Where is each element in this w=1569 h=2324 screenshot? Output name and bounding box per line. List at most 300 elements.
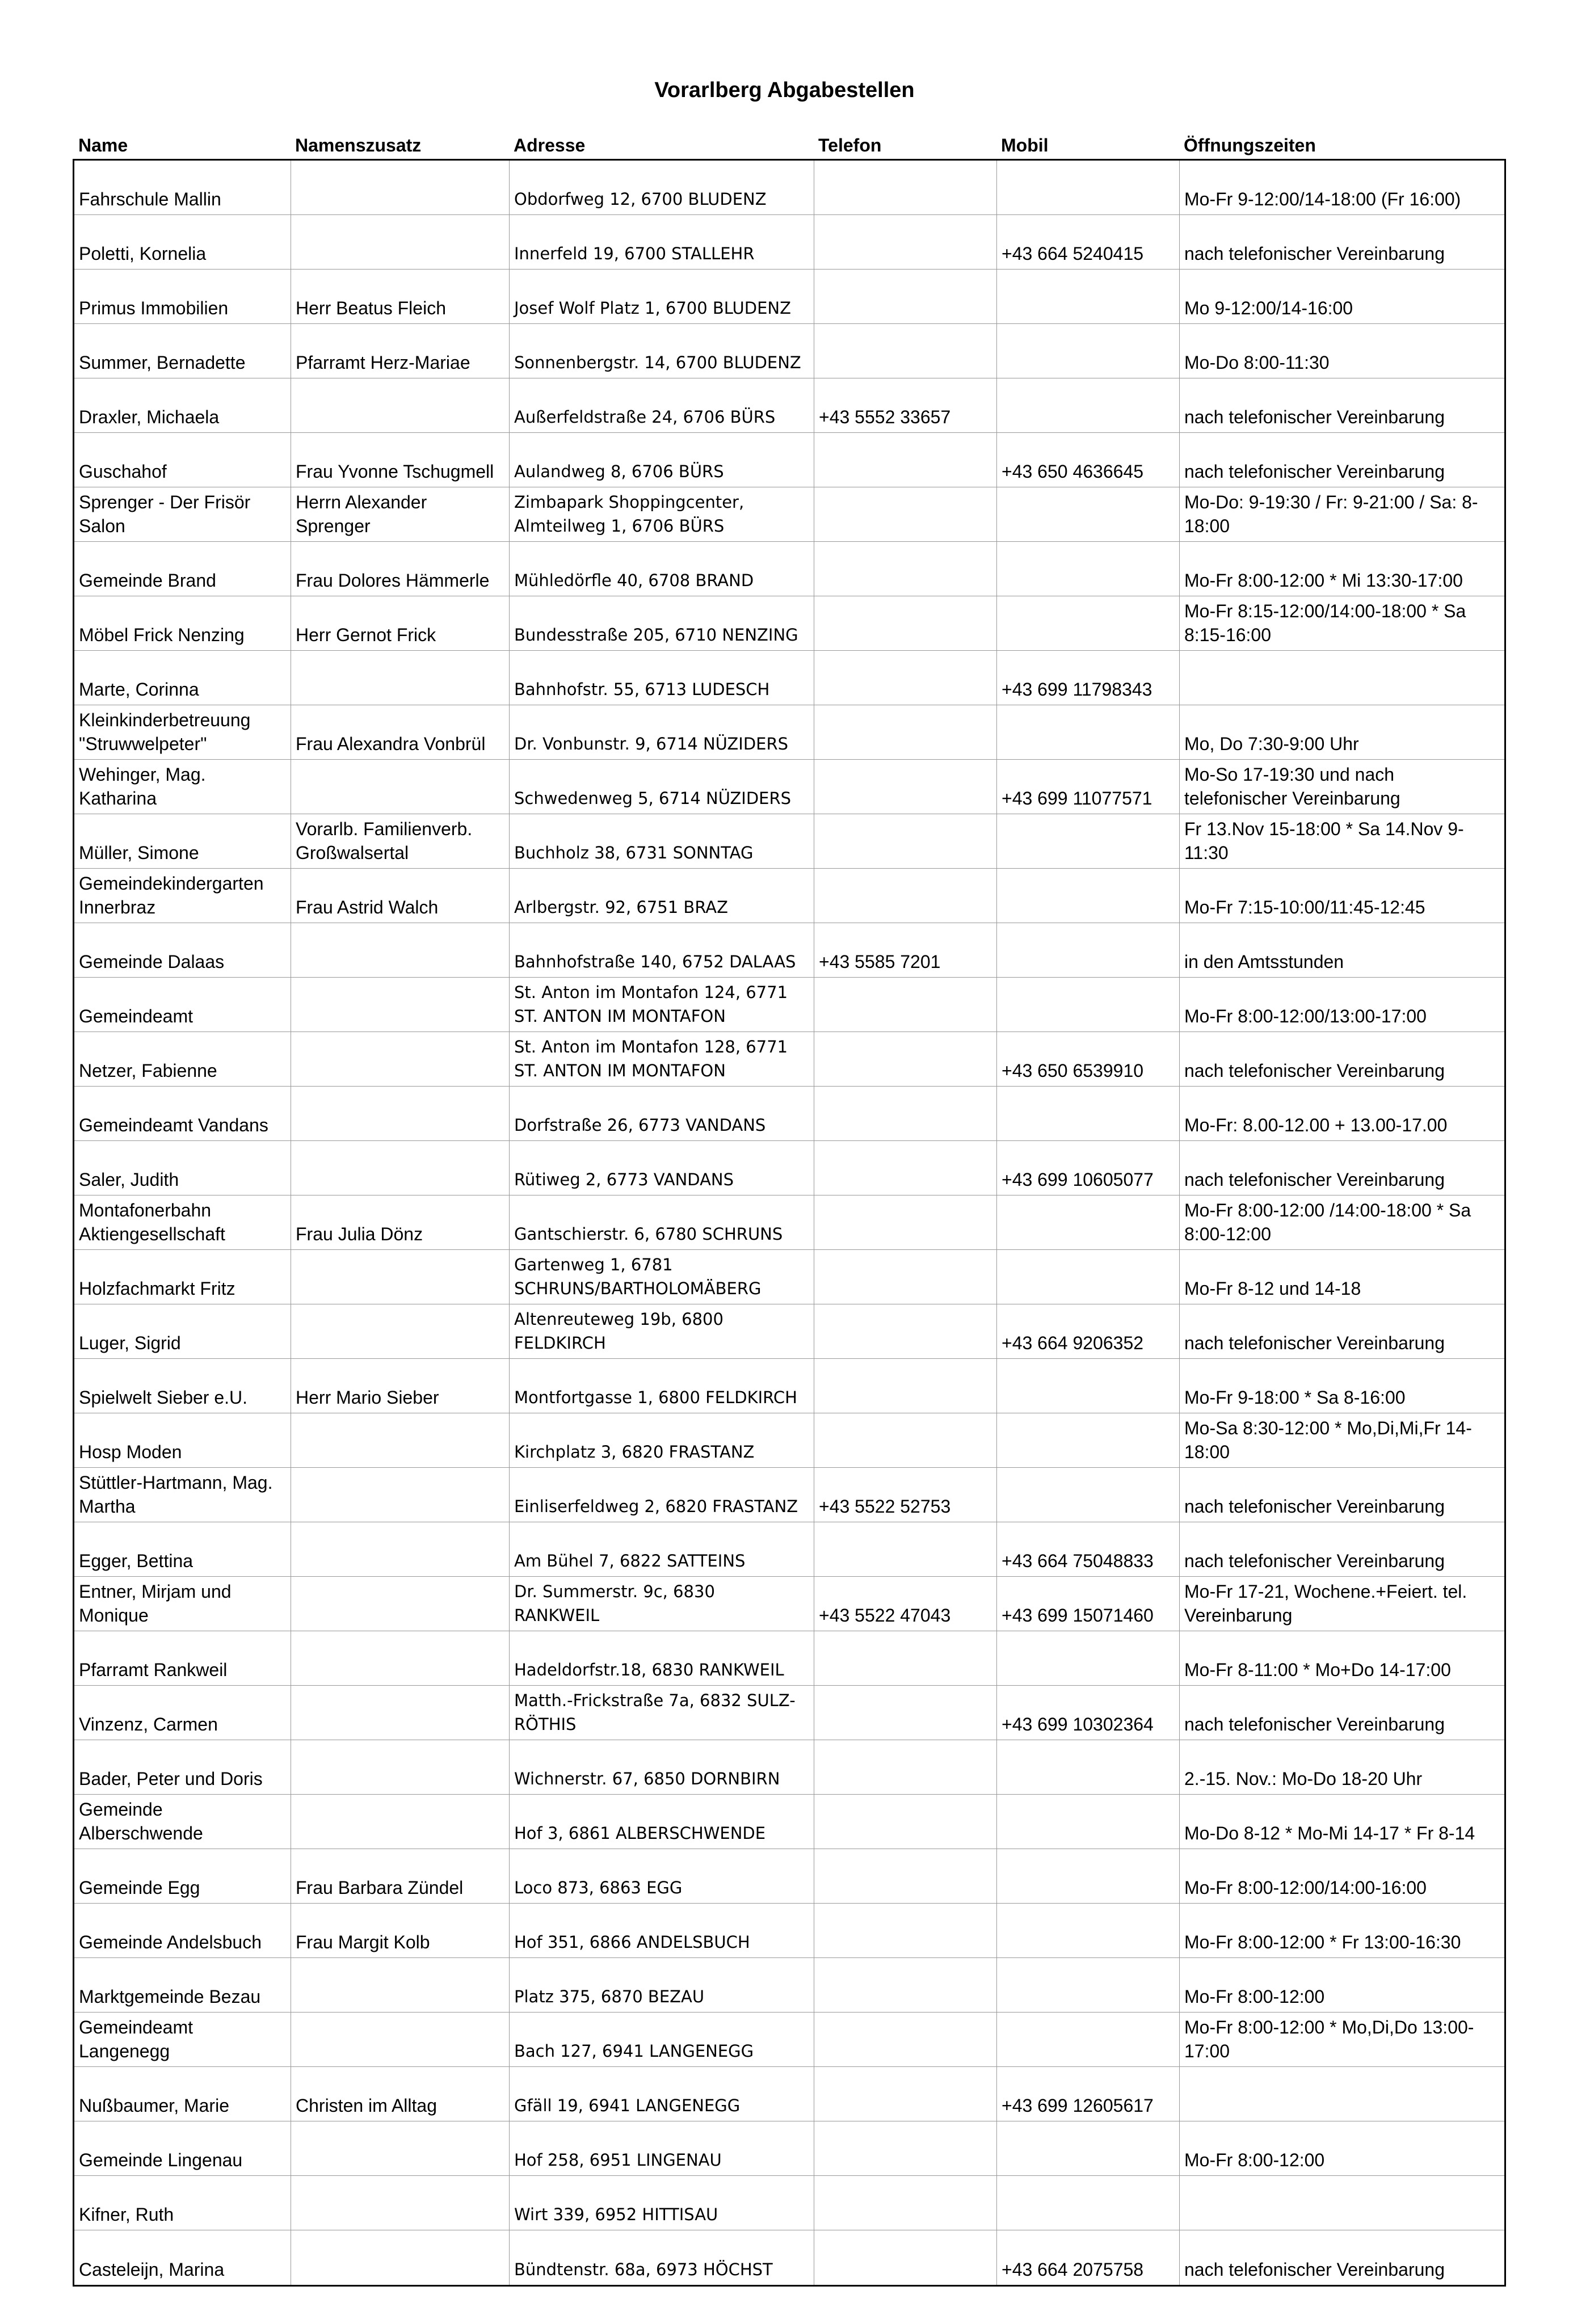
- table-row: [74, 1631, 1504, 1686]
- name-text: Summer, Bernadette: [79, 352, 246, 373]
- cell-telefon: [814, 1904, 997, 1957]
- cell-oeffnungszeiten: [1180, 1032, 1504, 1086]
- cell-telefon: [814, 2230, 997, 2285]
- adresse-text: Bahnhofstr. 55, 6713 LUDESCH: [514, 680, 770, 699]
- cell-adresse: [510, 760, 814, 814]
- namenszusatz-text: Frau Margit Kolb: [296, 1932, 430, 1952]
- cell-mobil: [997, 1904, 1180, 1957]
- cell-oeffnungszeiten: [1180, 760, 1504, 814]
- cell-mobil: [997, 1359, 1180, 1413]
- cell-adresse: [510, 978, 814, 1032]
- table-row: [74, 215, 1504, 270]
- table-row: [74, 814, 1504, 869]
- cell-oeffnungszeiten: [1180, 1413, 1504, 1467]
- cell-oeffnungszeiten: [1180, 978, 1504, 1032]
- name-text: Egger, Bettina: [79, 1551, 194, 1571]
- cell-adresse: [510, 433, 814, 487]
- mobil-text: +43 699 12605617: [1002, 2095, 1154, 2116]
- cell-name: [74, 869, 291, 923]
- cell-namenszusatz: [291, 1032, 510, 1086]
- cell-name: [74, 2013, 291, 2066]
- adresse-text: St. Anton im Montafon 124, 6771 ST. ANTON IM MONTAFON: [514, 983, 788, 1026]
- telefon-text: +43 5585 7201: [819, 952, 941, 972]
- table-row: [74, 1522, 1504, 1577]
- name-text: Saler, Judith: [79, 1169, 179, 1190]
- cell-adresse: [510, 1359, 814, 1413]
- cell-adresse: [510, 542, 814, 596]
- oeffnungszeiten-text: nach telefonischer Vereinbarung: [1184, 1060, 1445, 1081]
- cell-adresse: [510, 705, 814, 759]
- cell-namenszusatz: [291, 596, 510, 650]
- cell-name: [74, 1468, 291, 1522]
- cell-oeffnungszeiten: [1180, 433, 1504, 487]
- oeffnungszeiten-text: Mo-Fr: 8.00-12.00 + 13.00-17.00: [1184, 1115, 1448, 1135]
- cell-mobil: [997, 869, 1180, 923]
- cell-telefon: [814, 324, 997, 378]
- cell-namenszusatz: [291, 2067, 510, 2121]
- adresse-text: Sonnenbergstr. 14, 6700 BLUDENZ: [514, 353, 801, 372]
- cell-telefon: [814, 1740, 997, 1794]
- cell-telefon: [814, 1468, 997, 1522]
- name-text: Netzer, Fabienne: [79, 1060, 217, 1081]
- adresse-text: Schwedenweg 5, 6714 NÜZIDERS: [514, 789, 792, 808]
- cell-namenszusatz: [291, 378, 510, 432]
- name-text: Marte, Corinna: [79, 679, 199, 700]
- cell-oeffnungszeiten: [1180, 2230, 1504, 2285]
- cell-telefon: [814, 1577, 997, 1631]
- column-header-namenszusatz: Namenszusatz: [295, 135, 422, 155]
- cell-name: [74, 1250, 291, 1304]
- mobil-text: +43 699 11077571: [1002, 788, 1152, 809]
- table-row: [74, 1849, 1504, 1904]
- cell-oeffnungszeiten: [1180, 596, 1504, 650]
- cell-name: [74, 978, 291, 1032]
- mobil-text: +43 699 15071460: [1002, 1605, 1154, 1626]
- name-text: Holzfachmarkt Fritz: [79, 1278, 235, 1299]
- cell-oeffnungszeiten: [1180, 324, 1504, 378]
- cell-telefon: [814, 161, 997, 214]
- namenszusatz-text: Christen im Alltag: [296, 2095, 437, 2116]
- cell-namenszusatz: [291, 324, 510, 378]
- name-text: Gemeinde Brand: [79, 570, 216, 591]
- cell-mobil: [997, 1304, 1180, 1358]
- cell-telefon: [814, 596, 997, 650]
- adresse-text: Buchholz 38, 6731 SONNTAG: [514, 843, 754, 862]
- adresse-text: Dr. Vonbunstr. 9, 6714 NÜZIDERS: [514, 734, 789, 753]
- oeffnungszeiten-text: Mo-Fr 8:00-12:00/14:00-16:00: [1184, 1877, 1427, 1898]
- table-row: [74, 2176, 1504, 2230]
- cell-mobil: [997, 2230, 1180, 2285]
- oeffnungszeiten-text: nach telefonischer Vereinbarung: [1184, 2259, 1445, 2280]
- cell-name: [74, 270, 291, 323]
- cell-adresse: [510, 1958, 814, 2012]
- namenszusatz-text: Pfarramt Herz-Mariae: [296, 352, 470, 373]
- cell-mobil: [997, 651, 1180, 705]
- cell-telefon: [814, 2176, 997, 2230]
- cell-mobil: [997, 378, 1180, 432]
- name-text: Gemeinde Dalaas: [79, 952, 225, 972]
- name-text: Gemeindekindergarten Innerbraz: [79, 873, 264, 917]
- cell-telefon: [814, 2067, 997, 2121]
- cell-adresse: [510, 161, 814, 214]
- name-text: Kleinkinderbetreuung "Struwwelpeter": [79, 710, 251, 754]
- adresse-text: Hadeldorfstr.18, 6830 RANKWEIL: [514, 1660, 784, 1679]
- adresse-text: Hof 3, 6861 ALBERSCHWENDE: [514, 1824, 766, 1843]
- namenszusatz-text: Frau Julia Dönz: [296, 1224, 423, 1244]
- adresse-text: Außerfeldstraße 24, 6706 BÜRS: [514, 407, 776, 427]
- cell-name: [74, 378, 291, 432]
- oeffnungszeiten-text: 2.-15. Nov.: Mo-Do 18-20 Uhr: [1184, 1769, 1423, 1789]
- oeffnungszeiten-text: Mo 9-12:00/14-16:00: [1184, 298, 1353, 318]
- table-row: [74, 324, 1504, 378]
- cell-mobil: [997, 1195, 1180, 1249]
- oeffnungszeiten-text: nach telefonischer Vereinbarung: [1184, 1333, 1445, 1353]
- cell-mobil: [997, 1740, 1180, 1794]
- cell-oeffnungszeiten: [1180, 1250, 1504, 1304]
- cell-mobil: [997, 487, 1180, 541]
- name-text: Gemeindeamt Langenegg: [79, 2017, 193, 2061]
- cell-name: [74, 705, 291, 759]
- adresse-text: Wirt 339, 6952 HITTISAU: [514, 2205, 718, 2224]
- adresse-text: Am Bühel 7, 6822 SATTEINS: [514, 1551, 746, 1571]
- cell-name: [74, 487, 291, 541]
- mobil-text: +43 664 5240415: [1002, 243, 1144, 264]
- cell-name: [74, 1195, 291, 1249]
- adresse-text: Hof 351, 6866 ANDELSBUCH: [514, 1933, 750, 1952]
- table-row: [74, 1195, 1504, 1250]
- name-text: Nußbaumer, Marie: [79, 2095, 229, 2116]
- name-text: Gemeinde Andelsbuch: [79, 1932, 262, 1952]
- name-text: Hosp Moden: [79, 1442, 182, 1462]
- namenszusatz-text: Frau Barbara Zündel: [296, 1877, 464, 1898]
- cell-mobil: [997, 215, 1180, 269]
- cell-namenszusatz: [291, 760, 510, 814]
- oeffnungszeiten-text: nach telefonischer Vereinbarung: [1184, 461, 1445, 482]
- oeffnungszeiten-text: nach telefonischer Vereinbarung: [1184, 1496, 1445, 1517]
- adresse-text: Dr. Summerstr. 9c, 6830 RANKWEIL: [514, 1582, 715, 1625]
- cell-name: [74, 1577, 291, 1631]
- cell-namenszusatz: [291, 1304, 510, 1358]
- table-row: [74, 760, 1504, 814]
- namenszusatz-text: Frau Alexandra Vonbrül: [296, 734, 486, 754]
- name-text: Bader, Peter und Doris: [79, 1769, 263, 1789]
- oeffnungszeiten-text: Mo-Sa 8:30-12:00 * Mo,Di,Mi,Fr 14- 18:00: [1184, 1418, 1472, 1462]
- adresse-text: Kirchplatz 3, 6820 FRASTANZ: [514, 1442, 755, 1462]
- cell-adresse: [510, 1468, 814, 1522]
- cell-name: [74, 433, 291, 487]
- namenszusatz-text: Herr Beatus Fleich: [296, 298, 446, 318]
- column-header-telefon: Telefon: [818, 135, 882, 155]
- name-text: Luger, Sigrid: [79, 1333, 181, 1353]
- cell-oeffnungszeiten: [1180, 651, 1504, 705]
- cell-name: [74, 324, 291, 378]
- cell-namenszusatz: [291, 1904, 510, 1957]
- namenszusatz-text: Frau Dolores Hämmerle: [296, 570, 490, 591]
- adresse-text: Hof 258, 6951 LINGENAU: [514, 2150, 722, 2170]
- cell-telefon: [814, 2121, 997, 2175]
- mobil-text: +43 664 9206352: [1002, 1333, 1144, 1353]
- table-row: [74, 1958, 1504, 2013]
- cell-namenszusatz: [291, 433, 510, 487]
- oeffnungszeiten-text: Mo-Fr 8:00-12:00/13:00-17:00: [1184, 1006, 1427, 1026]
- table-row: [74, 378, 1504, 433]
- table-header: [74, 135, 1504, 159]
- cell-name: [74, 651, 291, 705]
- name-text: Gemeinde Egg: [79, 1877, 200, 1898]
- cell-mobil: [997, 1141, 1180, 1195]
- cell-name: [74, 2176, 291, 2230]
- oeffnungszeiten-text: Mo-Fr 7:15-10:00/11:45-12:45: [1184, 897, 1425, 917]
- page-title: Vorarlberg Abgabestellen: [654, 78, 915, 102]
- cell-telefon: [814, 1032, 997, 1086]
- cell-mobil: [997, 433, 1180, 487]
- namenszusatz-text: Frau Astrid Walch: [296, 897, 439, 917]
- table-row: [74, 2230, 1504, 2285]
- mobil-text: +43 650 4636645: [1002, 461, 1144, 482]
- cell-adresse: [510, 487, 814, 541]
- cell-name: [74, 923, 291, 977]
- cell-name: [74, 1522, 291, 1576]
- mobil-text: +43 650 6539910: [1002, 1060, 1144, 1081]
- cell-namenszusatz: [291, 1359, 510, 1413]
- cell-name: [74, 2121, 291, 2175]
- oeffnungszeiten-text: Mo-Fr 8:15-12:00/14:00-18:00 * Sa 8:15-16:00: [1184, 601, 1466, 645]
- cell-namenszusatz: [291, 1849, 510, 1903]
- cell-namenszusatz: [291, 1958, 510, 2012]
- namenszusatz-text: Vorarlb. Familienverb. Großwalsertal: [296, 819, 473, 863]
- cell-mobil: [997, 1087, 1180, 1140]
- cell-namenszusatz: [291, 1631, 510, 1685]
- adresse-text: Obdorfweg 12, 6700 BLUDENZ: [514, 190, 767, 209]
- adresse-text: Innerfeld 19, 6700 STALLEHR: [514, 244, 755, 263]
- cell-mobil: [997, 1849, 1180, 1903]
- cell-telefon: [814, 1250, 997, 1304]
- cell-name: [74, 161, 291, 214]
- cell-mobil: [997, 2121, 1180, 2175]
- table-row: [74, 2121, 1504, 2176]
- adresse-text: Wichnerstr. 67, 6850 DORNBIRN: [514, 1769, 780, 1788]
- cell-adresse: [510, 1522, 814, 1576]
- cell-namenszusatz: [291, 651, 510, 705]
- table-row: [74, 869, 1504, 923]
- table-row: [74, 651, 1504, 705]
- cell-telefon: [814, 1413, 997, 1467]
- mobil-text: +43 699 11798343: [1002, 679, 1152, 700]
- cell-namenszusatz: [291, 1087, 510, 1140]
- adresse-text: Gantschierstr. 6, 6780 SCHRUNS: [514, 1224, 783, 1244]
- table-row: [74, 1087, 1504, 1141]
- name-text: Pfarramt Rankweil: [79, 1660, 228, 1680]
- cell-namenszusatz: [291, 487, 510, 541]
- name-text: Poletti, Kornelia: [79, 243, 207, 264]
- cell-name: [74, 1087, 291, 1140]
- table-row: [74, 1468, 1504, 1522]
- telefon-text: +43 5552 33657: [819, 407, 951, 427]
- cell-name: [74, 1304, 291, 1358]
- oeffnungszeiten-text: Mo-Do 8:00-11:30: [1184, 352, 1330, 373]
- table-row: [74, 1304, 1504, 1359]
- cell-adresse: [510, 1904, 814, 1957]
- cell-name: [74, 1795, 291, 1849]
- table-row: [74, 1904, 1504, 1958]
- adresse-text: Dorfstraße 26, 6773 VANDANS: [514, 1115, 766, 1135]
- cell-telefon: [814, 542, 997, 596]
- oeffnungszeiten-text: Mo-Fr 17-21, Wochene.+Feiert. tel. Vereinbarung: [1184, 1581, 1467, 1626]
- cell-namenszusatz: [291, 2176, 510, 2230]
- cell-name: [74, 1032, 291, 1086]
- oeffnungszeiten-text: Mo-Fr 8:00-12:00: [1184, 2150, 1325, 2170]
- adresse-text: St. Anton im Montafon 128, 6771 ST. ANTON IM MONTAFON: [514, 1037, 788, 1080]
- cell-namenszusatz: [291, 1795, 510, 1849]
- adresse-text: Bündtenstr. 68a, 6973 HÖCHST: [514, 2260, 773, 2279]
- cell-namenszusatz: [291, 1195, 510, 1249]
- cell-oeffnungszeiten: [1180, 1468, 1504, 1522]
- cell-oeffnungszeiten: [1180, 270, 1504, 323]
- cell-name: [74, 1141, 291, 1195]
- adresse-text: Platz 375, 6870 BEZAU: [514, 1987, 705, 2006]
- cell-oeffnungszeiten: [1180, 869, 1504, 923]
- cell-oeffnungszeiten: [1180, 2067, 1504, 2121]
- cell-name: [74, 542, 291, 596]
- name-text: Fahrschule Mallin: [79, 189, 221, 209]
- cell-name: [74, 1413, 291, 1467]
- cell-name: [74, 2230, 291, 2285]
- cell-telefon: [814, 1304, 997, 1358]
- cell-name: [74, 2067, 291, 2121]
- namenszusatz-text: Frau Yvonne Tschugmell: [296, 461, 494, 482]
- cell-name: [74, 215, 291, 269]
- cell-adresse: [510, 814, 814, 868]
- cell-mobil: [997, 1686, 1180, 1740]
- mobil-text: +43 664 75048833: [1002, 1551, 1154, 1571]
- cell-telefon: [814, 1958, 997, 2012]
- cell-oeffnungszeiten: [1180, 542, 1504, 596]
- cell-oeffnungszeiten: [1180, 1740, 1504, 1794]
- cell-oeffnungszeiten: [1180, 2013, 1504, 2066]
- cell-mobil: [997, 2067, 1180, 2121]
- table-row: [74, 1577, 1504, 1631]
- cell-oeffnungszeiten: [1180, 1795, 1504, 1849]
- name-text: Gemeindeamt: [79, 1006, 193, 1026]
- oeffnungszeiten-text: Mo-Fr 9-12:00/14-18:00 (Fr 16:00): [1184, 189, 1461, 209]
- telefon-text: +43 5522 47043: [819, 1605, 951, 1626]
- adresse-text: Arlbergstr. 92, 6751 BRAZ: [514, 898, 728, 917]
- cell-adresse: [510, 2121, 814, 2175]
- name-text: Marktgemeinde Bezau: [79, 1986, 261, 2007]
- name-text: Vinzenz, Carmen: [79, 1714, 218, 1734]
- cell-oeffnungszeiten: [1180, 1304, 1504, 1358]
- cell-adresse: [510, 2176, 814, 2230]
- table-row: [74, 1359, 1504, 1413]
- column-header-name: Name: [78, 135, 128, 155]
- table-row: [74, 433, 1504, 487]
- cell-oeffnungszeiten: [1180, 1686, 1504, 1740]
- cell-namenszusatz: [291, 2013, 510, 2066]
- table-row: [74, 2013, 1504, 2067]
- cell-adresse: [510, 2067, 814, 2121]
- table-row: [74, 2067, 1504, 2121]
- cell-oeffnungszeiten: [1180, 705, 1504, 759]
- table-row: [74, 1250, 1504, 1304]
- cell-oeffnungszeiten: [1180, 487, 1504, 541]
- oeffnungszeiten-text: nach telefonischer Vereinbarung: [1184, 1551, 1445, 1571]
- cell-oeffnungszeiten: [1180, 1359, 1504, 1413]
- adresse-text: Josef Wolf Platz 1, 6700 BLUDENZ: [514, 298, 791, 318]
- name-text: Müller, Simone: [79, 843, 199, 863]
- cell-adresse: [510, 1740, 814, 1794]
- cell-telefon: [814, 2013, 997, 2066]
- cell-telefon: [814, 1795, 997, 1849]
- table-row: [74, 1141, 1504, 1195]
- cell-namenszusatz: [291, 2230, 510, 2285]
- cell-oeffnungszeiten: [1180, 1631, 1504, 1685]
- cell-mobil: [997, 2013, 1180, 2066]
- adresse-text: Zimbapark Shoppingcenter, Almteilweg 1, 6706 BÜRS: [514, 492, 744, 536]
- adresse-text: Bach 127, 6941 LANGENEGG: [514, 2041, 754, 2061]
- cell-mobil: [997, 1631, 1180, 1685]
- namenszusatz-text: Herr Gernot Frick: [296, 625, 436, 645]
- namenszusatz-text: Herr Mario Sieber: [296, 1387, 439, 1408]
- column-header-mobil: Mobil: [1001, 135, 1049, 155]
- cell-telefon: [814, 814, 997, 868]
- cell-namenszusatz: [291, 1522, 510, 1576]
- oeffnungszeiten-text: in den Amtsstunden: [1184, 952, 1344, 972]
- name-text: Kifner, Ruth: [79, 2204, 174, 2225]
- adresse-text: Montfortgasse 1, 6800 FELDKIRCH: [514, 1388, 797, 1407]
- table-row: [74, 596, 1504, 651]
- cell-adresse: [510, 1141, 814, 1195]
- cell-oeffnungszeiten: [1180, 1141, 1504, 1195]
- cell-mobil: [997, 1522, 1180, 1576]
- cell-oeffnungszeiten: [1180, 1522, 1504, 1576]
- oeffnungszeiten-text: Mo-Fr 8:00-12:00 /14:00-18:00 * Sa 8:00-12:00: [1184, 1200, 1471, 1244]
- cell-namenszusatz: [291, 923, 510, 977]
- cell-mobil: [997, 760, 1180, 814]
- mobil-text: +43 699 10605077: [1002, 1169, 1154, 1190]
- cell-adresse: [510, 378, 814, 432]
- cell-name: [74, 814, 291, 868]
- adresse-text: Einliserfeldweg 2, 6820 FRASTANZ: [514, 1497, 798, 1516]
- telefon-text: +43 5522 52753: [819, 1496, 951, 1517]
- oeffnungszeiten-text: Mo-Do: 9-19:30 / Fr: 9-21:00 / Sa: 8- 18:00: [1184, 492, 1478, 536]
- cell-mobil: [997, 1795, 1180, 1849]
- cell-adresse: [510, 1087, 814, 1140]
- adresse-text: Gartenweg 1, 6781 SCHRUNS/BARTHOLOMÄBERG: [514, 1255, 762, 1298]
- adresse-text: Bahnhofstraße 140, 6752 DALAAS: [514, 952, 796, 971]
- namenszusatz-text: Herrn Alexander Sprenger: [296, 492, 427, 536]
- cell-oeffnungszeiten: [1180, 161, 1504, 214]
- table-row: [74, 1413, 1504, 1468]
- cell-namenszusatz: [291, 270, 510, 323]
- cell-mobil: [997, 1468, 1180, 1522]
- name-text: Gemeindeamt Vandans: [79, 1115, 268, 1135]
- cell-oeffnungszeiten: [1180, 1849, 1504, 1903]
- cell-namenszusatz: [291, 1250, 510, 1304]
- cell-telefon: [814, 1849, 997, 1903]
- table-row: [74, 161, 1504, 215]
- cell-adresse: [510, 270, 814, 323]
- cell-telefon: [814, 760, 997, 814]
- cell-mobil: [997, 542, 1180, 596]
- cell-namenszusatz: [291, 1686, 510, 1740]
- column-header-oeffnungszeiten: Öffnungszeiten: [1184, 135, 1316, 155]
- name-text: Primus Immobilien: [79, 298, 229, 318]
- cell-name: [74, 1359, 291, 1413]
- cell-oeffnungszeiten: [1180, 1958, 1504, 2012]
- name-text: Gemeinde Alberschwende: [79, 1799, 203, 1843]
- table-row: [74, 705, 1504, 760]
- cell-adresse: [510, 1413, 814, 1467]
